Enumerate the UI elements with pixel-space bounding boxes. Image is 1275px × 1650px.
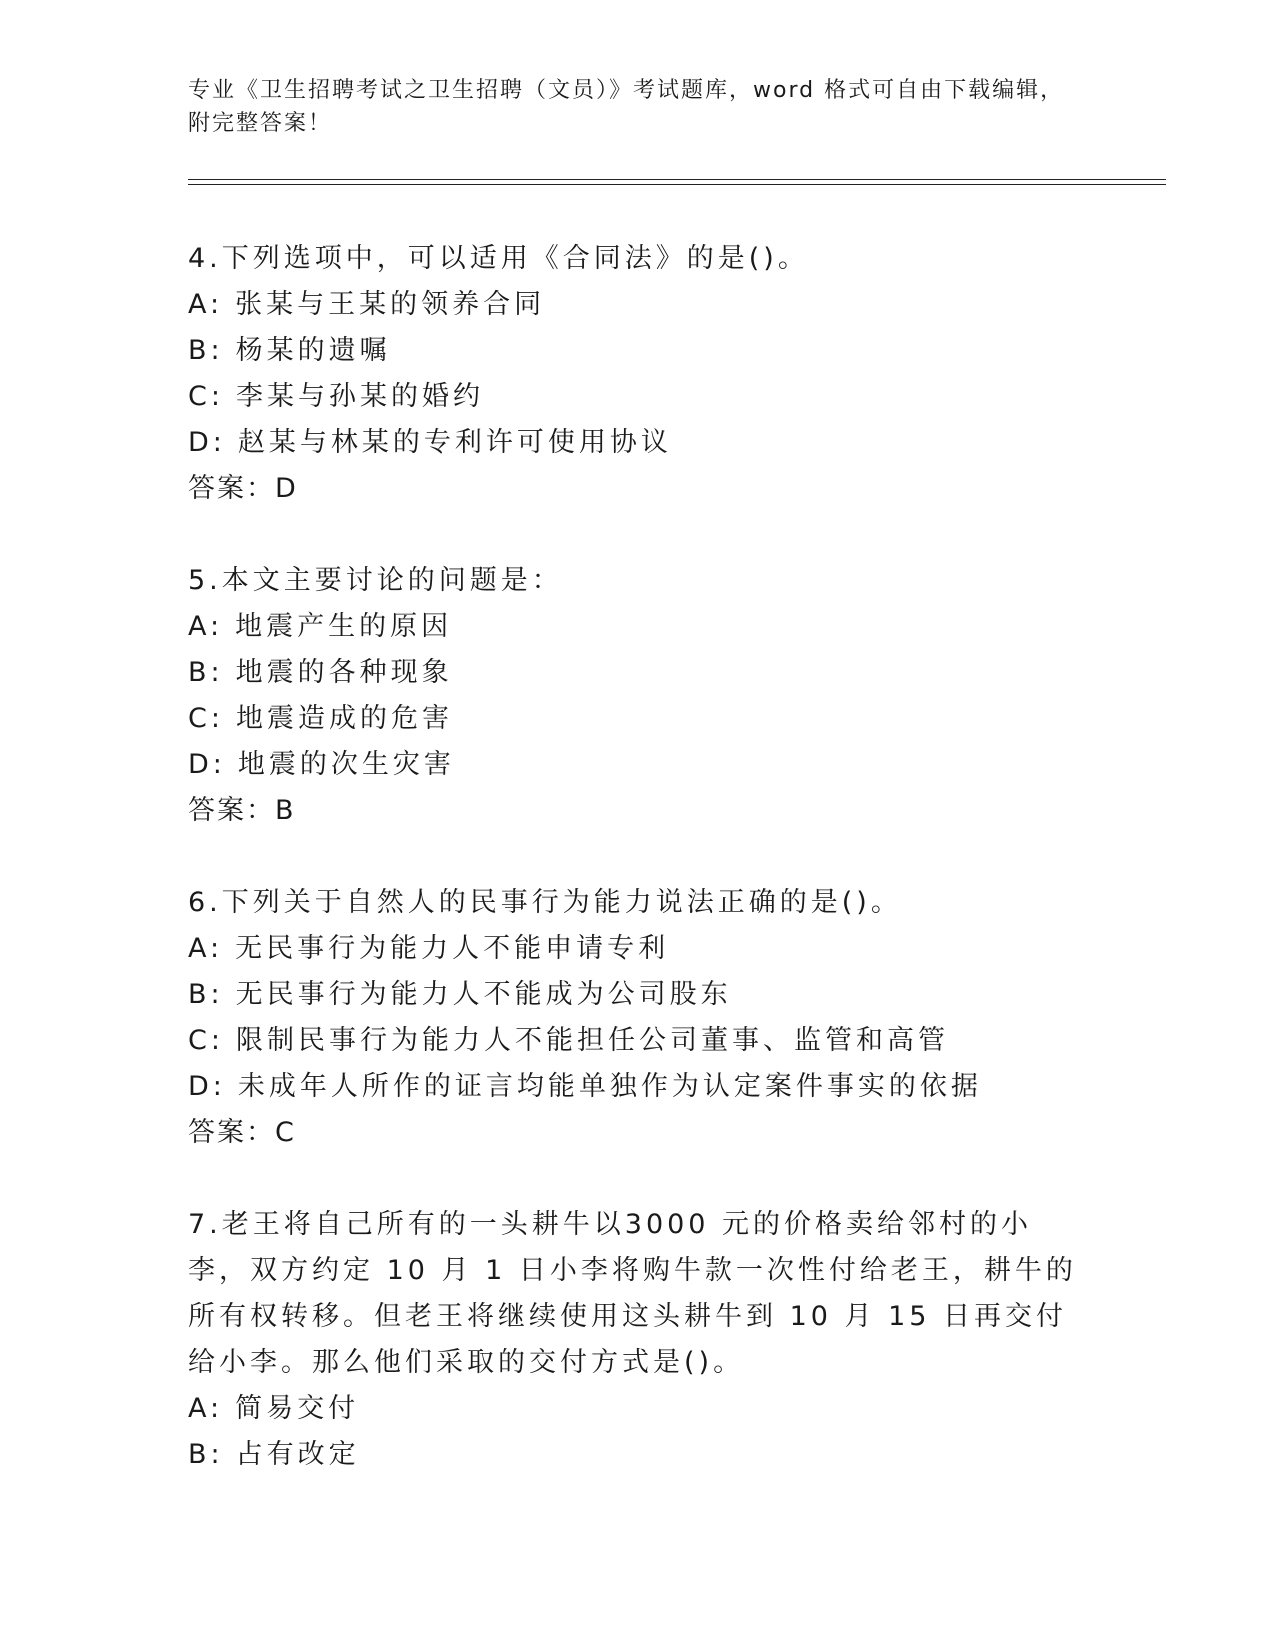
option-text: 地震造成的危害 (235, 703, 453, 734)
option-letter: A: (188, 1393, 224, 1424)
option-b (188, 650, 1088, 696)
answer-line: 答案：B (188, 795, 296, 826)
answer-line: 答案：C (188, 1117, 296, 1148)
header-divider-top (188, 179, 1166, 180)
option-letter: B: (188, 979, 224, 1010)
option-letter: B: (188, 335, 224, 366)
option-text: 地震的次生灾害 (237, 749, 455, 780)
option-letter: C: (188, 1025, 224, 1056)
option-a (188, 604, 1088, 650)
option-text: 占有改定 (235, 1439, 360, 1470)
option-text: 限制民事行为能力人不能担任公司董事、监管和高管 (235, 1025, 949, 1056)
option-b (188, 972, 1088, 1018)
option-c (188, 1018, 1088, 1064)
option-b (188, 1432, 1088, 1478)
option-letter: D: (188, 1071, 226, 1102)
question-4 (188, 236, 1088, 512)
option-a (188, 282, 1088, 328)
option-a (188, 1386, 1088, 1432)
option-text: 杨某的遗嘱 (235, 335, 391, 366)
option-letter: A: (188, 933, 224, 964)
question-stem: 6.下列关于自然人的民事行为能力说法正确的是()。 (188, 887, 902, 918)
option-text: 地震产生的原因 (235, 611, 453, 642)
option-text: 未成年人所作的证言均能单独作为认定案件事实的依据 (237, 1071, 982, 1102)
option-letter: B: (188, 1439, 224, 1470)
option-b (188, 328, 1088, 374)
option-c (188, 696, 1088, 742)
option-letter: A: (188, 611, 224, 642)
option-letter: D: (188, 427, 226, 458)
option-text: 李某与孙某的婚约 (235, 381, 484, 412)
option-d (188, 1064, 1088, 1110)
document-header: 专业《卫生招聘考试之卫生招聘（文员）》考试题库，word 格式可自由下载编辑，附完整答案！ (188, 78, 1065, 136)
question-6 (188, 880, 1088, 1156)
option-text: 张某与王某的领养合同 (235, 289, 546, 320)
option-text: 地震的各种现象 (235, 657, 453, 688)
option-text: 赵某与林某的专利许可使用协议 (237, 427, 672, 458)
option-d (188, 420, 1088, 466)
option-a (188, 926, 1088, 972)
option-letter: D: (188, 749, 226, 780)
question-stem: 5.本文主要讨论的问题是： (188, 565, 563, 596)
option-letter: A: (188, 289, 224, 320)
option-text: 无民事行为能力人不能申请专利 (235, 933, 670, 964)
option-text: 简易交付 (235, 1393, 360, 1424)
answer-line: 答案：D (188, 473, 298, 504)
option-text: 无民事行为能力人不能成为公司股东 (235, 979, 732, 1010)
question-stem: 7.老王将自己所有的一头耕牛以3000 元的价格卖给邻村的小李，双方约定 10 月 1 日小李将购牛款一次性付给老王，耕牛的所有权转移。但老王将继续使用这头耕牛到 10 月 15 日再交付给小李。那么他们采取的交付方式是()。 (188, 1209, 1077, 1378)
option-letter: C: (188, 381, 224, 412)
option-c (188, 374, 1088, 420)
question-7 (188, 1202, 1088, 1478)
question-stem: 4.下列选项中，可以适用《合同法》的是()。 (188, 243, 809, 274)
question-5 (188, 558, 1088, 834)
option-letter: B: (188, 657, 224, 688)
option-letter: C: (188, 703, 224, 734)
header-divider-bottom (188, 184, 1166, 185)
option-d (188, 742, 1088, 788)
